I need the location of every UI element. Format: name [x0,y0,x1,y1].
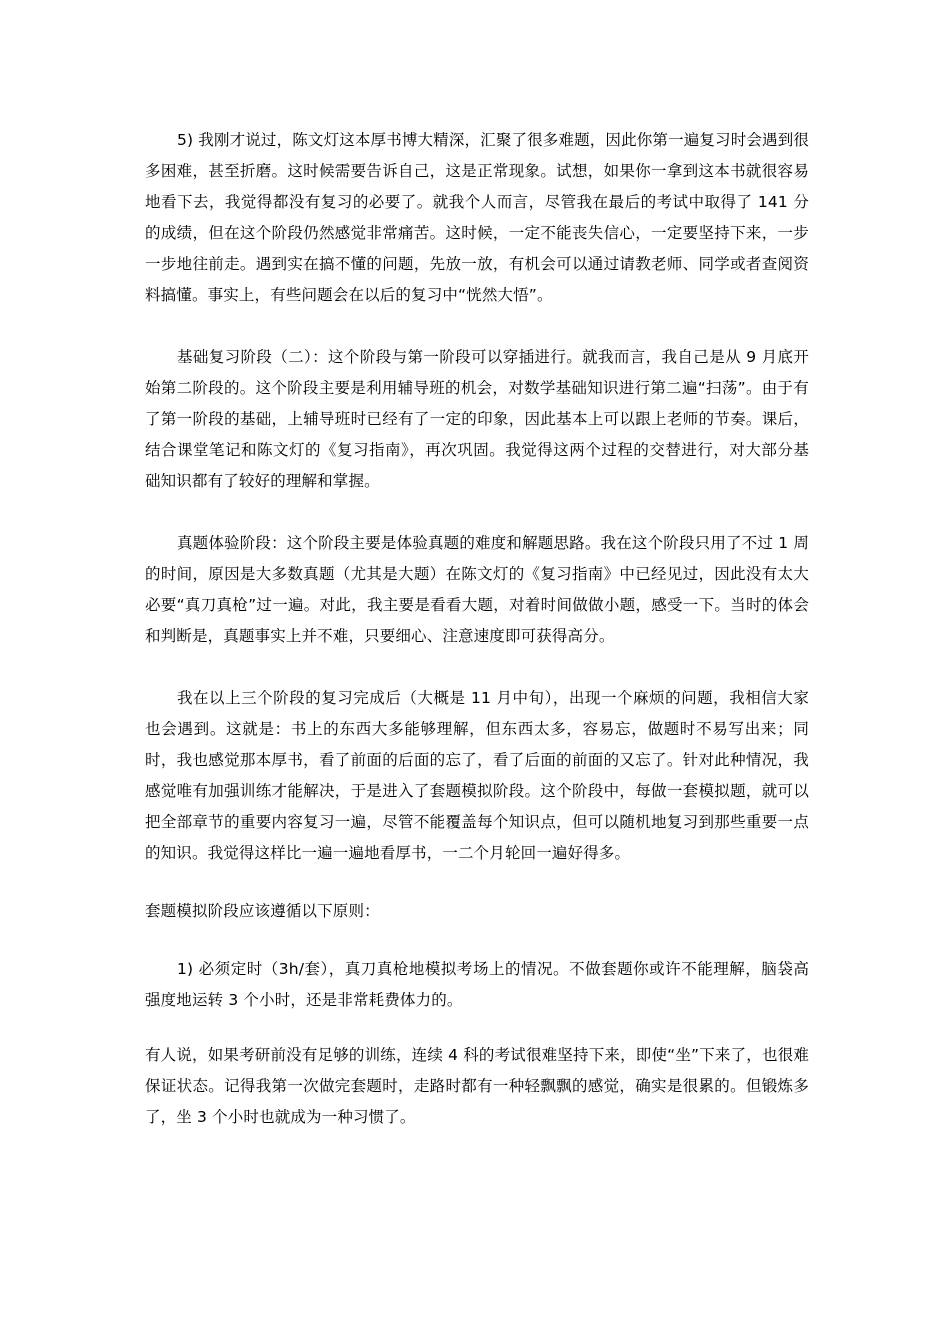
paragraph-endurance: 有人说，如果考研前没有足够的训练，连续 4 科的考试很难坚持下来，即使“坐”下来了，也很难保证状态。记得我第一次做完套题时，走路时都有一种轻飘飘的感觉，确实是很累的。但锻炼多了，坐 3 个小时也就成为一种习惯了。 [145,1046,809,1126]
paragraph-past-exam-stage: 真题体验阶段：这个阶段主要是体验真题的难度和解题思路。我在这个阶段只用了不过 1 周的时间，原因是大多数真题（尤其是大题）在陈文灯的《复习指南》中已经见过，因此没有太大必要“真刀真枪”过一遍。对此，我主要是看看大题，对着时间做做小题，感受一下。当时的体会和判断是，真题事实上并不难，只要细心、注意速度即可获得高分。 [145,534,809,645]
document-body [145,125,809,1133]
paragraph-basic-review-stage-2: 基础复习阶段（二）：这个阶段与第一阶段可以穿插进行。就我而言，我自己是从 9 月底开始第二阶段的。这个阶段主要是利用辅导班的机会，对数学基础知识进行第二遍“扫荡”。由于有了第一阶段的基础，上辅导班时已经有了一定的印象，因此基本上可以跟上老师的节奏。课后，结合课堂笔记和陈文灯的《复习指南》，再次巩固。我觉得这两个过程的交替进行，对大部分基础知识都有了较好的理解和掌握。 [145,348,809,490]
paragraph-principles-heading: 套题模拟阶段应该遵循以下原则： [145,902,380,920]
paragraph-principle-1: 1) 必须定时（3h/套），真刀真枪地模拟考场上的情况。不做套题你或许不能理解，脑袋高强度地运转 3 个小时，还是非常耗费体力的。 [145,960,809,1009]
paragraph-point-5: 5) 我刚才说过，陈文灯这本厚书博大精深，汇聚了很多难题，因此你第一遍复习时会遇到很多困难，甚至折磨。这时候需要告诉自己，这是正常现象。试想，如果你一拿到这本书就很容易地看下去，我觉得都没有复习的必要了。就我个人而言，尽管我在最后的考试中取得了 141 分的成绩，但在这个阶段仍然感觉非常痛苦。这时候，一定不能丧失信心，一定要坚持下来，一步一步地往前走。遇到实在搞不懂的问题，先放一放，有机会可以通过请教老师、同学或者查阅资料搞懂。事实上，有些问题会在以后的复习中“恍然大悟”。 [145,131,809,304]
paragraph-mock-exam-intro: 我在以上三个阶段的复习完成后（大概是 11 月中旬），出现一个麻烦的问题，我相信大家也会遇到。这就是：书上的东西大多能够理解，但东西太多，容易忘，做题时不易写出来；同时，我也感觉那本厚书，看了前面的后面的忘了，看了后面的前面的又忘了。针对此种情况，我感觉唯有加强训练才能解决，于是进入了套题模拟阶段。这个阶段中，每做一套模拟题，就可以把全部章节的重要内容复习一遍，尽管不能覆盖每个知识点，但可以随机地复习到那些重要一点的知识。我觉得这样比一遍一遍地看厚书，一二个月轮回一遍好得多。 [145,689,809,862]
